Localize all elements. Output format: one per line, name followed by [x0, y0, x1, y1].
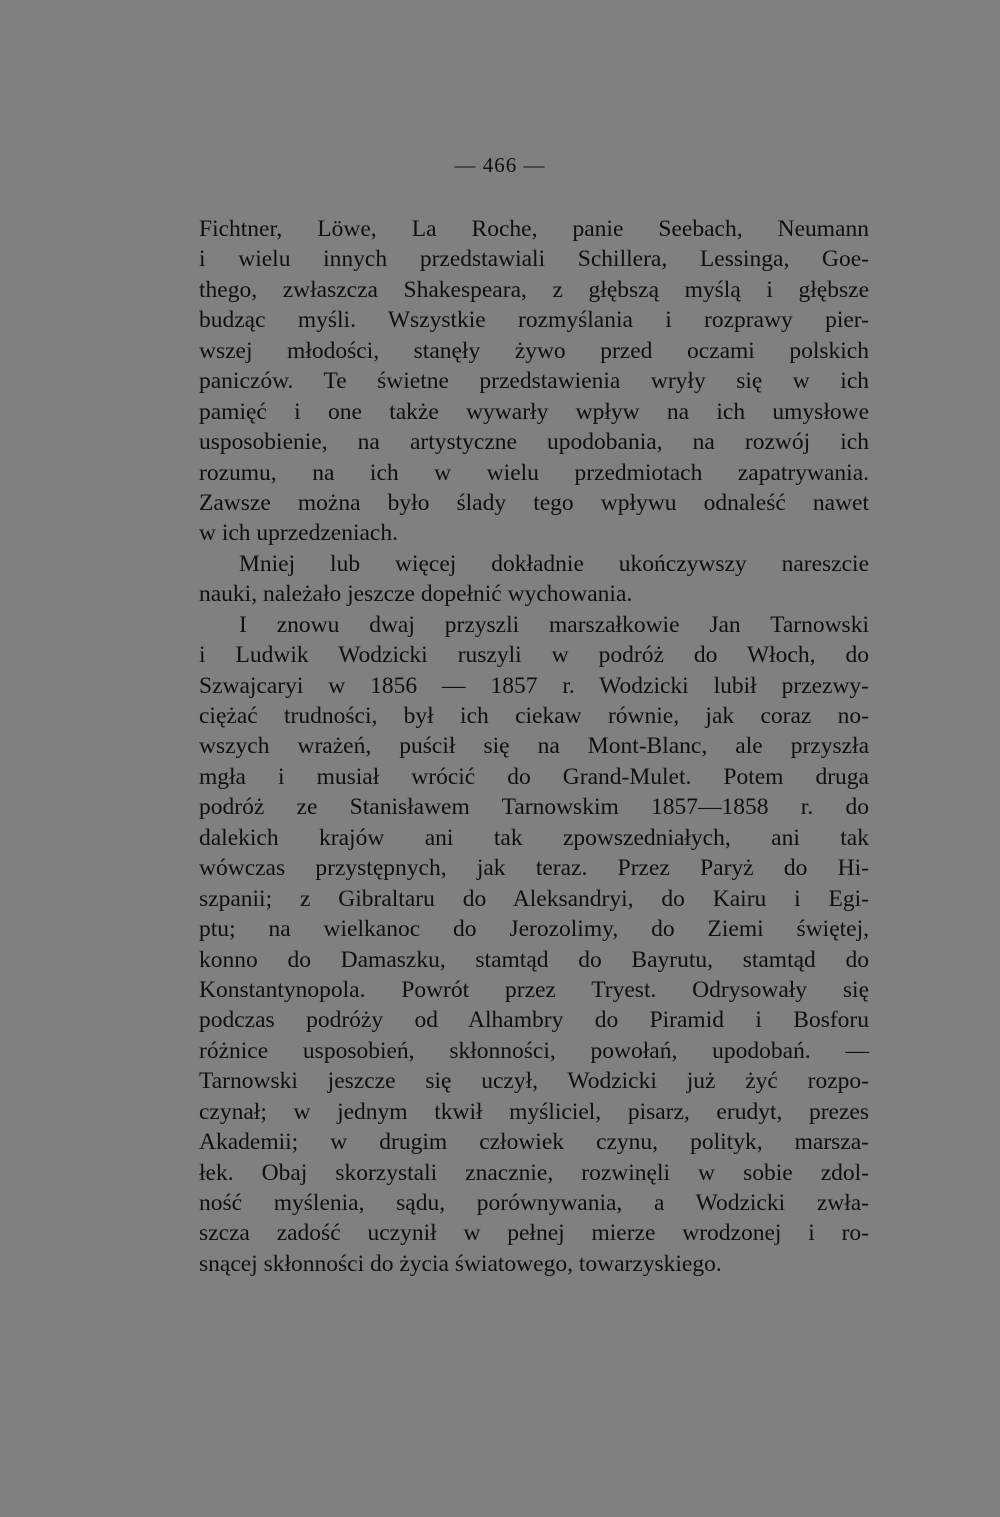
- text-line: Tarnowski jeszcze się uczył, Wodzicki już żyć rozpo-: [199, 1068, 869, 1095]
- page-number: — 466 —: [454, 153, 546, 177]
- text-line: Fichtner, Löwe, La Roche, panie Seebach, Neumann: [199, 216, 869, 242]
- text-line: wówczas przystępnych, jak teraz. Przez Paryż do Hi-: [199, 855, 869, 882]
- text-line: budząc myśli. Wszystkie rozmyślania i rozprawy pier-: [199, 307, 869, 334]
- text-line: różnice usposobień, skłonności, powołań, upodobań. —: [199, 1037, 869, 1064]
- text-line: dalekich krajów ani tak zpowszedniałych, ani tak: [199, 824, 869, 851]
- body-text: [199, 214, 869, 1279]
- text-line: czynał; w jednym tkwił myśliciel, pisarz, erudyt, prezes: [199, 1098, 869, 1125]
- text-line: szcza zadość uczynił w pełnej mierze wrodzonej i ro-: [199, 1220, 869, 1247]
- text-line: paniczów. Te świetne przedstawienia wryły się w ich: [199, 368, 869, 395]
- text-line: pamięć i one także wywarły wpływ na ich umysłowe: [199, 398, 869, 425]
- text-line: ciężać trudności, był ich ciekaw równie, jak coraz no-: [199, 703, 869, 729]
- text-line: thego, zwłaszcza Shakespeara, z głębszą myślą i głębsze: [199, 276, 869, 303]
- text-line: ność myślenia, sądu, porównywania, a Wodzicki zwła-: [199, 1190, 869, 1216]
- text-line: w ich uprzedzeniach.: [199, 520, 398, 547]
- text-line: Zawsze można było ślady tego wpływu odnaleść nawet: [199, 489, 869, 516]
- text-line: Szwajcaryi w 1856 — 1857 r. Wodzicki lubił przezwy-: [199, 672, 869, 699]
- text-line: wszej młodości, stanęły żywo przed oczami polskich: [199, 337, 869, 364]
- text-line: I znowu dwaj przyszli marszałkowie Jan Tarnowski: [239, 611, 869, 638]
- text-line: Mniej lub więcej dokładnie ukończywszy nareszcie: [239, 550, 869, 577]
- text-line: snącej skłonności do życia światowego, towarzyskiego.: [199, 1250, 722, 1277]
- text-line: łek. Obaj skorzystali znacznie, rozwinęli w sobie zdol-: [199, 1159, 869, 1186]
- text-line: i wielu innych przedstawiali Schillera, Lessinga, Goe-: [199, 246, 869, 273]
- text-line: rozumu, na ich w wielu przedmiotach zapatrywania.: [199, 459, 869, 486]
- text-line: nauki, należało jeszcze dopełnić wychowania.: [199, 581, 633, 608]
- text-line: usposobienie, na artystyczne upodobania, na rozwój ich: [199, 429, 869, 456]
- text-line: Akademii; w drugim człowiek czynu, polityk, marsza-: [199, 1129, 869, 1156]
- text-line: wszych wrażeń, puścił się na Mont-Blanc, ale przyszła: [199, 733, 869, 760]
- text-line: szpanii; z Gibraltaru do Aleksandryi, do Kairu i Egi-: [199, 885, 869, 912]
- text-line: mgła i musiał wrócić do Grand-Mulet. Potem druga: [199, 763, 869, 790]
- text-line: Konstantynopola. Powrót przez Tryest. Odrysowały się: [199, 976, 869, 1003]
- text-line: i Ludwik Wodzicki ruszyli w podróż do Włoch, do: [199, 642, 869, 669]
- text-line: konno do Damaszku, stamtąd do Bayrutu, stamtąd do: [199, 946, 869, 973]
- text-line: podróż ze Stanisławem Tarnowskim 1857—1858 r. do: [199, 794, 869, 821]
- text-line: ptu; na wielkanoc do Jerozolimy, do Ziemi świętej,: [199, 916, 869, 943]
- text-line: podczas podróży od Alhambry do Piramid i Bosforu: [199, 1007, 869, 1034]
